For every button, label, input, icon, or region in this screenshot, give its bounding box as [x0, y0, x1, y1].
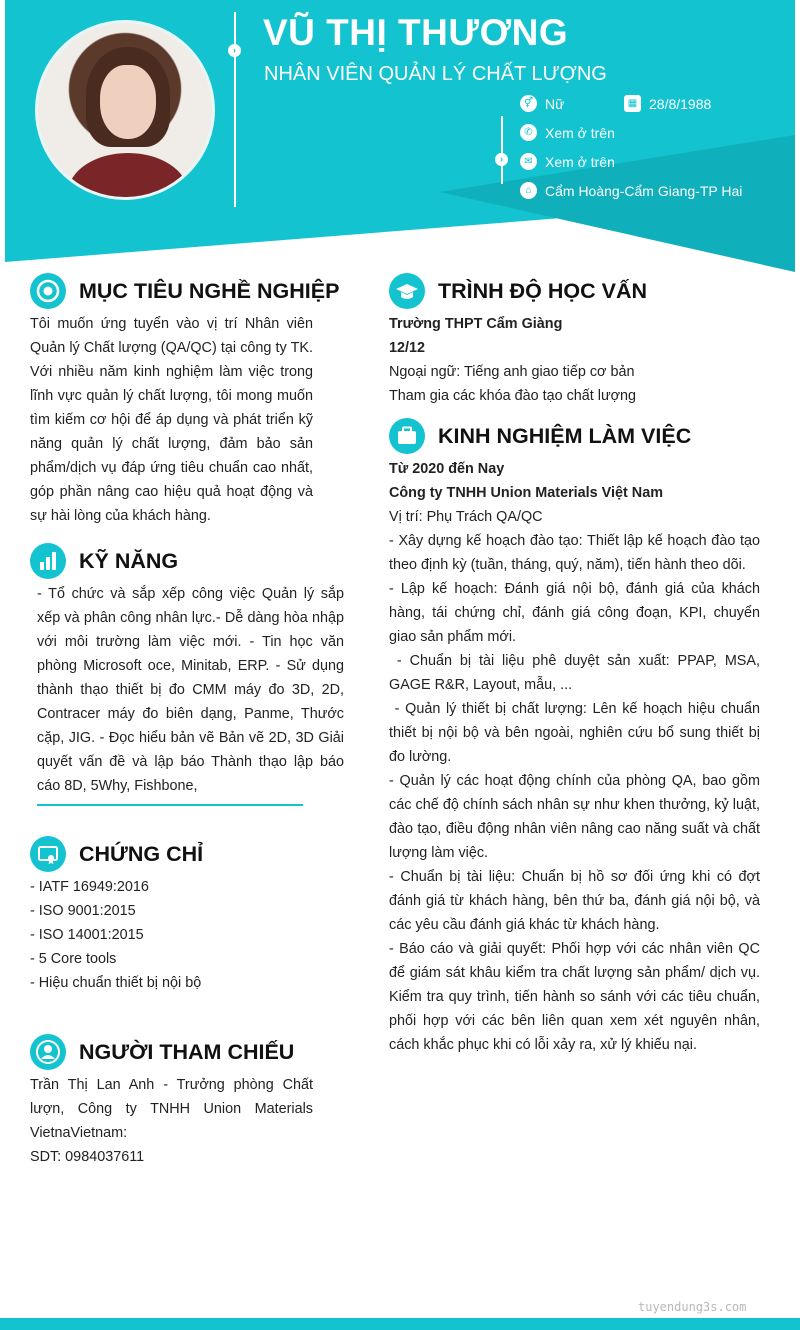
work-position: Vị trí: Phụ Trách QA/QC — [389, 509, 543, 525]
education-line: Tham gia các khóa đào tạo chất lượng — [389, 388, 637, 404]
address-value: Cẩm Hoàng-Cẩm Giang-TP Hai — [545, 182, 743, 199]
objective-text: Tôi muốn ứng tuyển vào vị trí Nhân viên Quản lý Chất lượng (QA/QC) tại công ty TK. Với nhiều năm kinh nghiệm làm việc trong lĩnh vực quản lý chất lượng, tôi mong muốn tìm kiếm cơ hội để áp dụng và phát triển kỹ năng quản lý chất lượng, đảm bảo sản phẩm/dịch vụ đáp ứng tiêu chuẩn cao nhất, góp phần nâng cao hiệu quả hoạt động và sự hài lòng của khách hàng. — [30, 316, 313, 524]
reference-phone: SDT: 0984037611 — [30, 1149, 145, 1165]
list-item: - ISO 14001:2015 — [30, 927, 144, 943]
education-line: Ngoại ngữ: Tiếng anh giao tiếp cơ bản — [389, 364, 635, 380]
duty-item: - Quản lý các hoạt động chính của phòng QA, bao gồm các chế độ chính sách nhân sự như khen thưởng, kỷ luật, đào tạo, điều động nhân viên nâng cao năng suất và chất lượng làm việc. — [389, 773, 760, 861]
gender-info — [520, 95, 564, 112]
phone-info — [520, 124, 615, 141]
company-name: Công ty TNHH Union Materials Việt Nam — [389, 485, 663, 501]
birthday-info — [624, 95, 711, 112]
list-item: - IATF 16949:2016 — [30, 879, 149, 895]
experience-heading: KINH NGHIỆM LÀM VIỆC — [389, 418, 691, 454]
objective-heading: MỤC TIÊU NGHỀ NGHIỆP — [30, 273, 339, 309]
skills-heading: KỸ NĂNG — [30, 543, 178, 579]
phone-icon: ✆ — [520, 124, 537, 141]
calendar-icon: ▦ — [624, 95, 641, 112]
references-heading: NGƯỜI THAM CHIẾU — [30, 1034, 294, 1070]
gender-icon: ⚥ — [520, 95, 537, 112]
email-value: Xem ở trên — [545, 153, 615, 170]
mail-icon: ✉ — [520, 153, 537, 170]
contact-divider — [501, 116, 503, 184]
certificate-icon — [30, 836, 66, 872]
education-heading: TRÌNH ĐỘ HỌC VẤN — [389, 273, 647, 309]
education-details — [389, 312, 761, 408]
target-icon — [30, 273, 66, 309]
bar-chart-icon — [30, 543, 66, 579]
reference-text: Trần Thị Lan Anh - Trưởng phòng Chất lượn, Công ty TNHH Union Materials VietnaVietnam: — [30, 1077, 313, 1141]
phone-value: Xem ở trên — [545, 124, 615, 141]
duty-item: - Chuẩn bị tài liệu: Chuẩn bị hồ sơ đối ứng khi có đợt đánh giá từ khách hàng, bên thứ ba, đánh giá nội bộ, và các yêu cầu đánh giá khác từ khách hàng. — [389, 869, 760, 933]
duty-item: - Quản lý thiết bị chất lượng: Lên kế hoạch hiệu chuẩn thiết bị nội bộ và bên ngoài, nghiên cứu bổ sung thiết bị đo lường. — [389, 701, 765, 765]
header-divider — [234, 12, 236, 207]
home-icon: ⌂ — [520, 182, 537, 199]
chevron-right-icon: › — [228, 44, 241, 57]
avatar — [35, 20, 215, 200]
gender-value: Nữ — [545, 95, 565, 112]
skills-text: - Tổ chức và sắp xếp công việc Quản lý sắp xếp và phân công nhân lực.- Dễ dàng hòa nhập với môi trường làm việc mới. - Tin học văn phòng Microsoft oce, Minitab, ERP. - Sử dụng thành thạo thiết bị đo CMM máy đo 3D, 2D, Contracer máy đo biên dạng, Panme, Thước cặp, JIG. - Đọc hiểu bản vẽ Bản vẽ 2D, 3D Giải quyết vấn đề và lập báo Thành thạo lập báo cáo 8D, 5Why, Fishbone, — [37, 586, 344, 794]
work-period: Từ 2020 đến Nay — [389, 461, 505, 477]
watermark: tuyendung3s.com — [638, 1300, 747, 1314]
graduation-cap-icon — [389, 273, 425, 309]
candidate-name: VŨ THỊ THƯƠNG — [263, 12, 569, 53]
footer-bar — [0, 1318, 800, 1330]
birthday-value: 28/8/1988 — [649, 95, 712, 112]
duty-item: - Chuẩn bị tài liệu phê duyệt sản xuất: PPAP, MSA, GAGE R&R, Layout, mẫu, ... — [389, 653, 764, 693]
job-title: NHÂN VIÊN QUẢN LÝ CHẤT LƯỢNG — [264, 63, 607, 85]
user-icon — [30, 1034, 66, 1070]
certificates-heading: CHỨNG CHỈ — [30, 836, 203, 872]
experience-details — [389, 457, 765, 1057]
list-item: - 5 Core tools — [30, 951, 117, 967]
briefcase-icon — [389, 418, 425, 454]
duty-item: - Báo cáo và giải quyết: Phối hợp với các nhân viên QC để giám sát khâu kiểm tra chất lượng sản phẩm/ dịch vụ. Kiểm tra quy trình, tiến hành so sánh với các tiêu chuẩn, phối hợp với các bên liên quan xem xét nguyên nhân, cách khắc phục khi có lỗi xảy ra, xử lý khiếu nại. — [389, 941, 760, 1053]
school-name: Trường THPT Cẩm Giàng — [389, 316, 563, 332]
email-info — [520, 153, 615, 170]
list-item: - Hiệu chuẩn thiết bị nội bộ — [30, 975, 202, 991]
list-item: - ISO 9001:2015 — [30, 903, 136, 919]
address-info — [520, 182, 742, 199]
certificates-list — [30, 875, 330, 995]
duty-item: - Lập kế hoạch: Đánh giá nội bộ, đánh giá của khách hàng, tái chứng chỉ, đánh giá công đoạn, KPI, chuyển giao sản phẩm mới. — [389, 581, 760, 645]
school-grade: 12/12 — [389, 340, 426, 356]
chevron-right-icon: › — [495, 153, 508, 166]
skills-divider — [37, 804, 303, 806]
duty-item: - Xây dựng kế hoạch đào tạo: Thiết lập kế hoạch đào tạo theo định kỳ (tuần, tháng, quý, năm), tiến hành theo dõi. — [389, 533, 760, 573]
